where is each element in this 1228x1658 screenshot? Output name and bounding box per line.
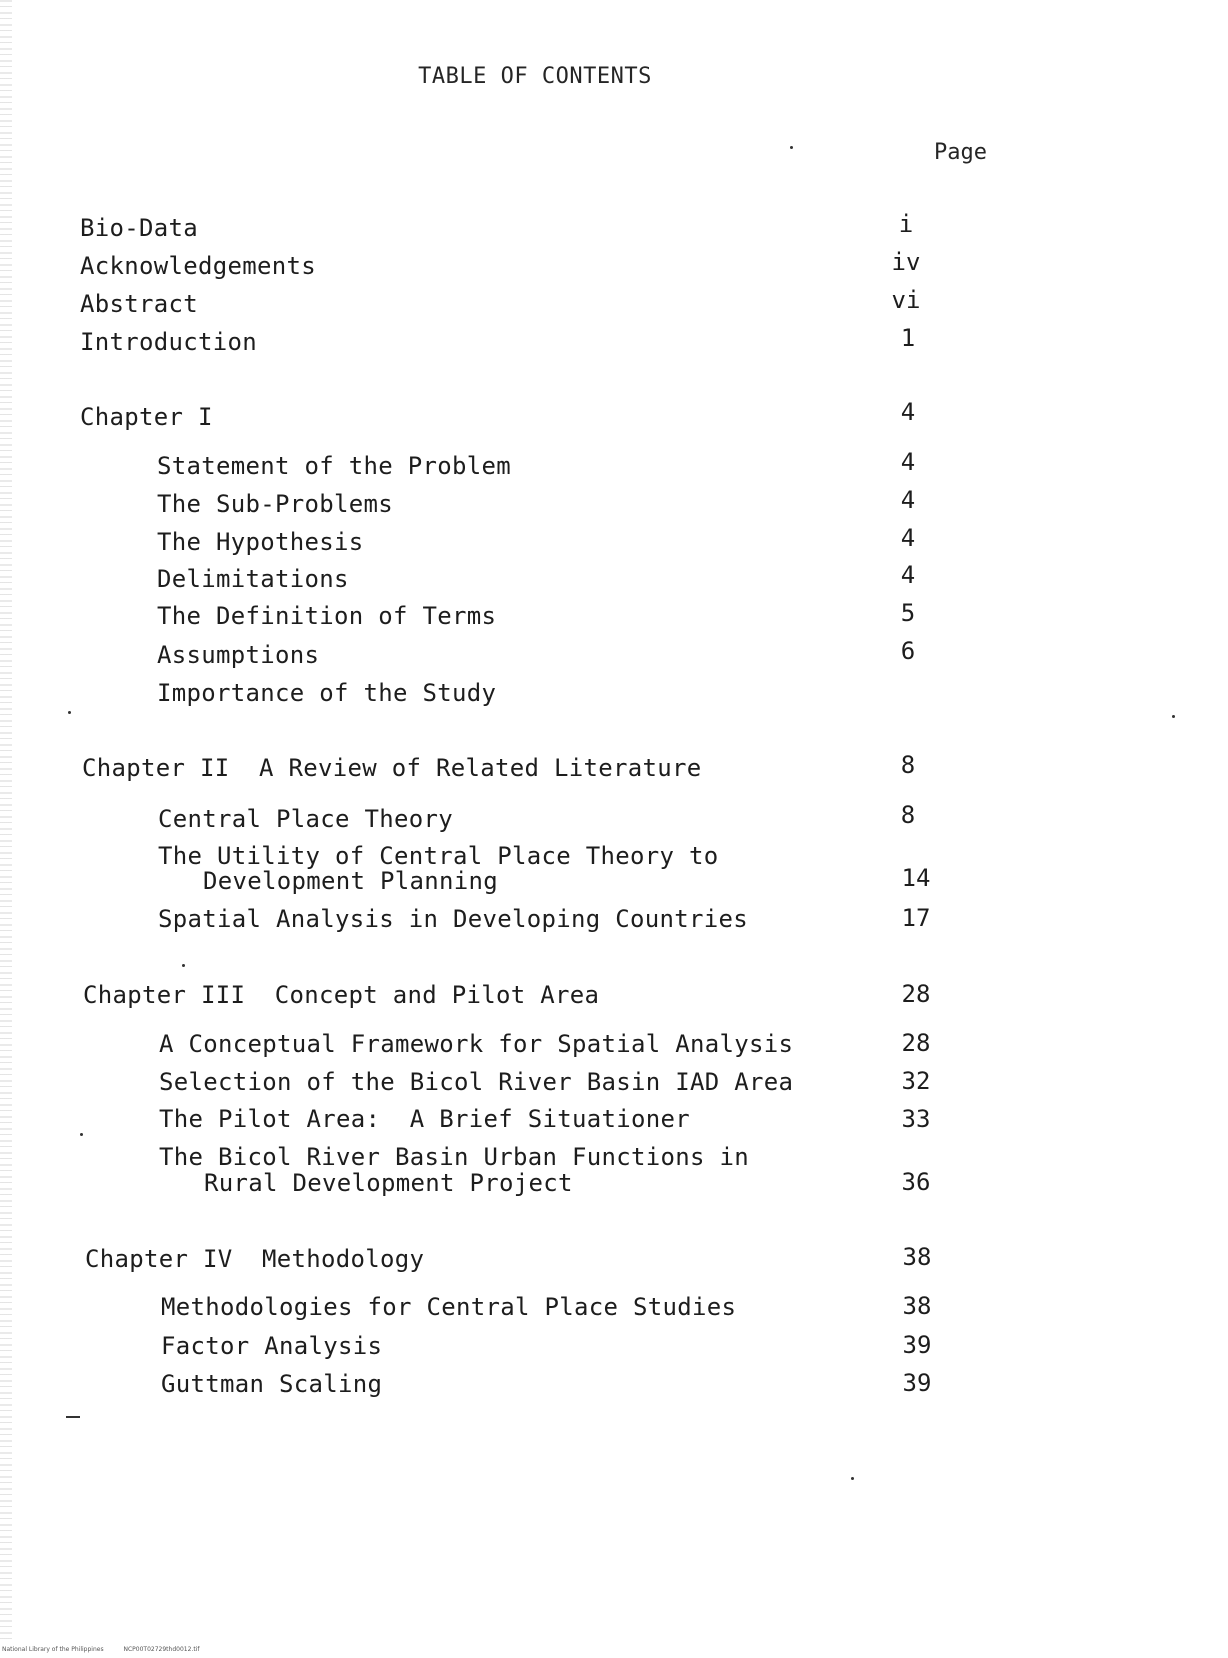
footer-library: National Library of the Philippines [2,1646,104,1653]
scan-speck [1172,715,1175,718]
toc-chapter-1: Chapter I [80,403,213,431]
toc-entry-utility-line-1: The Utility of Central Place Theory to [158,842,719,870]
toc-page-definition: 5 [900,599,916,627]
toc-entry-sub-problems: The Sub-Problems [157,490,393,518]
toc-entry-guttman: Guttman Scaling [161,1370,383,1398]
toc-page-pilot: 33 [901,1105,931,1133]
scan-edge [0,0,12,1640]
toc-entry-utility-line-2: Development Planning [203,867,498,895]
toc-page-bicol: 36 [901,1168,931,1196]
toc-page-assumptions: 6 [900,637,916,665]
scan-speck [790,146,793,149]
toc-page-utility: 14 [901,864,931,892]
toc-entry-framework: A Conceptual Framework for Spatial Analysis [159,1030,794,1058]
toc-page-sub-problems: 4 [900,486,916,514]
toc-chapter-2: Chapter II A Review of Related Literature [82,754,702,782]
scan-mark [66,1416,80,1418]
toc-entry-importance: Importance of the Study [157,679,497,707]
toc-page-acknowledgements: iv [891,248,921,276]
toc-page-chapter-4: 38 [902,1243,932,1271]
toc-page-spatial: 17 [901,904,931,932]
toc-entry-bicol-line-2: Rural Development Project [204,1169,573,1197]
toc-page-framework: 28 [901,1029,931,1057]
toc-page-abstract: vi [891,286,921,314]
scan-speck [68,711,71,714]
toc-entry-hypothesis: The Hypothesis [157,528,364,556]
footer-filename: NCP00T02729thd0012.tif [123,1646,200,1653]
toc-page-guttman: 39 [902,1369,932,1397]
toc-chapter-4: Chapter IV Methodology [85,1245,425,1273]
toc-page-central-place: 8 [900,801,916,829]
toc-entry-bicol-line-1: The Bicol River Basin Urban Functions in [159,1143,749,1171]
toc-page-hypothesis: 4 [900,524,916,552]
scan-speck [851,1477,854,1480]
scan-speck [80,1133,83,1136]
toc-entry-methodologies: Methodologies for Central Place Studies [161,1293,737,1321]
toc-entry-bio-data: Bio-Data [80,214,198,242]
toc-entry-delimitations: Delimitations [157,565,349,593]
toc-page-statement: 4 [900,448,916,476]
toc-entry-central-place: Central Place Theory [158,805,453,833]
toc-entry-selection: Selection of the Bicol River Basin IAD Area [159,1068,794,1096]
toc-page-methodologies: 38 [902,1292,932,1320]
toc-page-selection: 32 [901,1067,931,1095]
toc-entry-acknowledgements: Acknowledgements [80,252,316,280]
toc-page-chapter-3: 28 [901,980,931,1008]
toc-page-introduction: 1 [900,324,916,352]
scan-speck [182,964,185,967]
toc-entry-factor: Factor Analysis [161,1332,383,1360]
page-title: TABLE OF CONTENTS [418,64,652,89]
toc-entry-assumptions: Assumptions [157,641,320,669]
toc-page-chapter-2: 8 [900,751,916,779]
toc-page-delimitations: 4 [900,561,916,589]
toc-chapter-3: Chapter III Concept and Pilot Area [83,981,600,1009]
toc-page-bio-data: i [898,210,914,238]
toc-page-chapter-1: 4 [900,398,916,426]
toc-entry-statement: Statement of the Problem [157,452,511,480]
toc-entry-abstract: Abstract [80,290,198,318]
scan-footer [2,1646,199,1653]
toc-entry-spatial: Spatial Analysis in Developing Countries [158,905,748,933]
toc-page-factor: 39 [902,1331,932,1359]
toc-entry-introduction: Introduction [80,328,257,356]
toc-entry-pilot: The Pilot Area: A Brief Situationer [159,1105,690,1133]
page-column-header: Page [934,140,987,165]
toc-entry-definition: The Definition of Terms [157,602,497,630]
